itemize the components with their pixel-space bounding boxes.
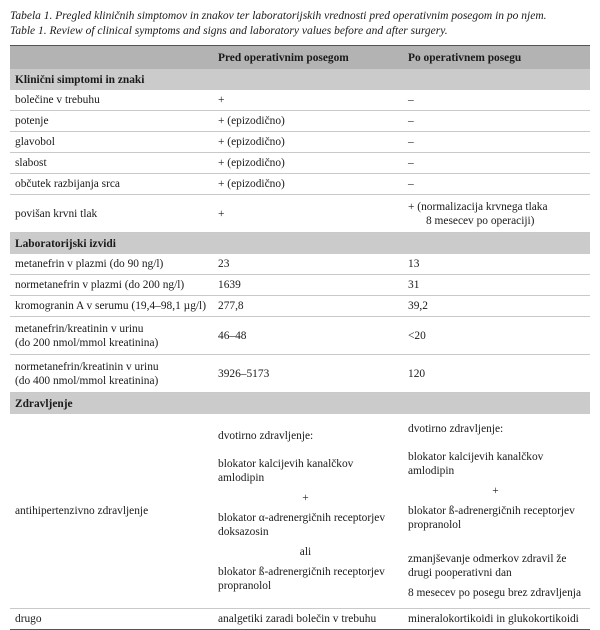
cell-after: 120 (403, 355, 590, 393)
cell-after (403, 195, 590, 233)
table-row (10, 254, 590, 275)
cell-after: 13 (403, 254, 590, 275)
cell-before: + (epizodično) (213, 132, 403, 153)
cell-before: 46–48 (213, 317, 403, 355)
row-label (10, 355, 213, 393)
cell-after: mineralokortikoidi in glukokortikoidi (403, 609, 590, 630)
table-row (10, 195, 590, 233)
table-row (10, 317, 590, 355)
treatment-line: 8 mesecev po posegu brez zdravljenja (408, 587, 582, 599)
cell-after: – (403, 90, 590, 111)
table-row (10, 609, 590, 630)
treatment-line: blokator ß-adrenergičnih receptorjev (218, 566, 385, 578)
row-label: občutek razbijanja srca (10, 174, 213, 195)
cell-after: <20 (403, 317, 590, 355)
table-row (10, 275, 590, 296)
row-label-line: normetanefrin/kreatinin v urinu (15, 360, 159, 373)
cell-after-line: 8 mesecev po operaciji) (426, 214, 535, 227)
cell-after: – (403, 153, 590, 174)
treatment-line: blokator α-adrenergičnih receptorjev (218, 512, 386, 524)
row-label: bolečine v trebuhu (10, 90, 213, 111)
table-row (10, 153, 590, 174)
section-row-lab (10, 233, 590, 255)
cell-after: – (403, 111, 590, 132)
treatment-line: amlodipin (218, 472, 265, 484)
cell-after-line: + (normalizacija krvnega tlaka (408, 200, 548, 213)
section-row-symptoms (10, 69, 590, 90)
treatment-line: blokator kalcijevih kanalčkov (408, 451, 544, 463)
treatment-line: blokator ß-adrenergičnih receptorjev (408, 505, 575, 517)
treatment-line: amlodipin (408, 465, 455, 477)
clinical-table (10, 46, 590, 630)
section-title-treatment: Zdravljenje (10, 393, 590, 415)
plus-sign: + (302, 492, 309, 504)
table-row (10, 174, 590, 195)
cell-before: 1639 (213, 275, 403, 296)
section-row-treatment (10, 393, 590, 415)
row-label: metanefrin v plazmi (do 90 ng/l) (10, 254, 213, 275)
treatment-line: blokator kalcijevih kanalčkov (218, 458, 354, 470)
row-label (10, 317, 213, 355)
cell-before: + (213, 90, 403, 111)
row-label: normetanefrin v plazmi (do 200 ng/l) (10, 275, 213, 296)
table-row (10, 132, 590, 153)
row-label: potenje (10, 111, 213, 132)
cell-before: 277,8 (213, 296, 403, 317)
row-label: kromogranin A v serumu (19,4–98,1 µg/l) (10, 296, 213, 317)
caption-english: Table 1. Review of clinical symptoms and signs and laboratory values before and after surgery. (10, 25, 448, 37)
cell-after (403, 414, 590, 609)
table-row (10, 111, 590, 132)
row-label: drugo (10, 609, 213, 630)
row-label-line: (do 200 nmol/mmol kreatinina) (15, 336, 159, 349)
cell-before: + (epizodično) (213, 111, 403, 132)
cell-before: 23 (213, 254, 403, 275)
cell-before: 3926–5173 (213, 355, 403, 393)
plus-sign: + (492, 485, 499, 497)
row-label: antihipertenzivno zdravljenje (15, 505, 149, 517)
treatment-line: propranolol (218, 580, 272, 592)
cell-after: 31 (403, 275, 590, 296)
treatment-line: doksazosin (218, 526, 269, 538)
row-label-line: metanefrin/kreatinin v urinu (15, 322, 144, 335)
treatment-line: drugi pooperativni dan (408, 567, 512, 579)
table-header-row (10, 46, 590, 69)
header-before-surgery: Pred operativnim posegom (218, 51, 349, 64)
cell-after: – (403, 174, 590, 195)
section-title-symptoms: Klinični simptomi in znaki (10, 69, 590, 90)
treatment-line: propranolol (408, 519, 462, 531)
cell-before: + (epizodično) (213, 153, 403, 174)
row-label-line: (do 400 nmol/mmol kreatinina) (15, 374, 159, 387)
or-label: ali (299, 546, 312, 558)
section-title-lab: Laboratorijski izvidi (10, 233, 590, 255)
cell-before: + (213, 195, 403, 233)
table-row (10, 296, 590, 317)
table-row (10, 414, 590, 609)
treatment-intro: dvotirno zdravljenje: (408, 423, 504, 435)
table-caption (10, 9, 590, 39)
treatment-intro: dvotirno zdravljenje: (218, 430, 314, 442)
cell-after: – (403, 132, 590, 153)
row-label: povišan krvni tlak (10, 195, 213, 233)
table-row (10, 355, 590, 393)
cell-before: + (epizodično) (213, 174, 403, 195)
header-empty (10, 46, 213, 69)
treatment-line: zmanjševanje odmerkov zdravil že (408, 553, 567, 565)
caption-slovenian: Tabela 1. Pregled kliničnih simptomov in znakov ter laboratorijskih vrednosti pred operativnim posegom in po njem. (10, 10, 547, 22)
header-after-surgery: Po operativnem posegu (408, 51, 522, 64)
row-label: slabost (10, 153, 213, 174)
cell-before (213, 414, 403, 609)
cell-before: analgetiki zaradi bolečin v trebuhu (213, 609, 403, 630)
table-row (10, 90, 590, 111)
cell-after: 39,2 (403, 296, 590, 317)
row-label: glavobol (10, 132, 213, 153)
